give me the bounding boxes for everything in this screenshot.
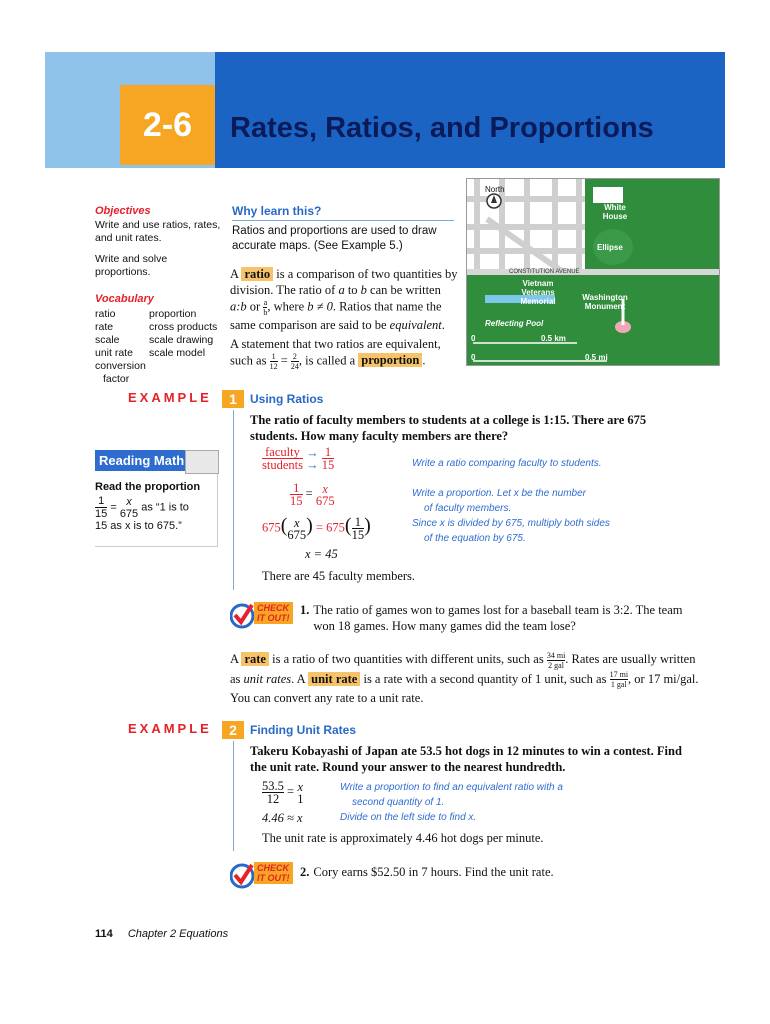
rate-term: rate [241,652,269,666]
check-1-text: The ratio of games won to games lost for a baseball team is 3:2. The team won 18 games. How many games did the team lose? [313,603,683,633]
check-mark-icon [230,860,254,890]
vocab-factor: factor [103,373,130,385]
example-1-answer: There are 45 faculty members. [262,569,416,583]
num: x [294,515,300,530]
den: 15 [290,494,303,508]
map-ellipse: Ellipse [597,243,623,252]
frac-right [352,516,365,541]
equals: = [287,784,295,799]
example-2-heading: Finding Unit Rates [250,723,356,737]
unit-rate-term: unit rate [308,672,360,686]
example-1-label: EXAMPLE [128,390,212,405]
frac-1-15 [95,495,107,520]
note-line: of the equation by 675. [424,533,526,544]
map-north: North [485,185,505,194]
footer [95,928,228,940]
example-1-note-2 [412,486,586,516]
frac-left [290,482,303,507]
map-constitution: CONSTITUTION AVENUE [509,269,580,275]
den: 675 [315,493,335,508]
example-1-note-1: Write a ratio comparing faculty to students. [412,458,602,469]
map-scale-km: 0.5 km [541,334,566,343]
den: 15 [351,528,365,542]
den: b [263,308,268,317]
ratio-values [322,446,335,471]
check-2-problem [300,864,700,880]
fraction-1-12 [270,352,278,371]
example-2-note-1 [340,780,563,810]
reading-math-line2: 15 as x is to 675.” [95,520,182,532]
text: . Ratios that name the same comparison are said to be [230,299,442,332]
coef: 675 [262,520,281,535]
num: 53.5 [262,779,284,793]
fraction-2-24 [291,352,299,371]
text: . A [291,671,306,686]
text: A [230,267,239,281]
example-1-heading: Using Ratios [250,392,324,406]
vocab-scale-drawing: scale drawing [149,334,214,346]
text: is a ratio of two quantities with different units, such as [272,652,544,666]
den: 2 gal [548,660,564,670]
why-learn-box [232,204,454,254]
text: . Rates are usually written as [230,652,696,686]
vocab-scale-model: scale model [149,347,206,359]
check-label-top: CHECK [257,603,290,613]
check-label [254,602,293,624]
check-1-problem [300,602,700,634]
why-text: Ratios and proportions are used to draw accurate maps. (See Example 5.) [232,225,437,252]
num: 34 mi [546,650,566,660]
note-line: Write a proportion to find an equivalent ratio with a [340,782,563,793]
example-1-note-3 [412,516,610,546]
text: to [347,283,358,297]
example-2-problem: Takeru Kobayashi of Japan ate 53.5 hot dogs in 12 minutes to win a contest. Find the unit rate. Round your answer to the nearest hundredth. [250,744,682,774]
note-line: second quantity of 1. [352,797,445,808]
vocab-unit-rate: unit rate [95,347,133,359]
map-vietnam: Vietnam Veterans Memorial [520,279,556,306]
map-scale-mi: 0.5 mi [585,353,608,362]
num: 1 [352,516,365,529]
den: 1 [297,791,304,806]
den: 24 [290,362,299,371]
num: a [263,298,268,307]
why-heading: Why learn this? [232,204,322,218]
proportion-term: proportion [358,353,422,367]
equivalent-term: equivalent [389,318,442,332]
reading-math-banner: Reading Math [95,450,195,471]
example-1-step2 [290,482,335,507]
num: 1 [290,482,303,495]
reading-math-text [95,495,217,520]
newspaper-icon [185,450,219,474]
example-1-rule [233,410,234,590]
note-line: of faculty members. [424,503,512,514]
map-washington: Washington Monument [582,293,628,311]
lesson-number: 2-6 [120,85,215,165]
equals: = [305,486,313,501]
den: 675 [119,507,139,520]
page-title: Rates, Ratios, and Proportions [230,112,654,144]
map-scale-km-zero: 0 [471,334,476,343]
note-line: Write a proportion. Let x be the number [412,488,586,499]
example-1-problem: The ratio of faculty members to students at a college is 1:15. There are 675 students. How many faculty members are there? [250,413,647,443]
objective-1: Write and use ratios, rates, and unit rates. [95,219,221,244]
page-number: 114 [95,928,113,940]
ratio-term: ratio [241,267,273,281]
frac-left [287,517,306,541]
check-2-number: 2. [300,865,310,879]
text: is a comparison of two quantities by division. The ratio of [230,267,458,297]
example-2-step1 [262,780,303,805]
text: is a rate with a second quantity of 1 unit, such as [363,671,607,686]
den: 15 [321,458,335,472]
den: 1 gal [610,680,627,690]
vocab-proportion: proportion [149,308,197,320]
ratio-words [262,446,303,471]
arrows [306,447,319,471]
num: 1 [322,446,335,459]
example-1-step1 [262,446,334,471]
equals: = 675 [315,520,345,535]
check-it-out-badge-2 [230,860,296,890]
rate-definition [230,650,700,707]
text: , is called a [298,353,356,368]
text: , where [267,299,305,314]
num: faculty [262,446,303,459]
example-1-number: 1 [222,390,244,408]
num: x [322,481,328,496]
text: as “1 is to [141,501,189,514]
objective-2: Write and solve proportions. [95,253,168,278]
den: 675 [287,527,307,542]
map-scale-mi-zero: 0 [471,353,476,362]
check-label-bottom: IT OUT! [257,873,290,883]
vocab-conversion: conversion [95,360,146,372]
text: can be written [370,283,441,297]
ratio-notation: a:b [230,299,247,314]
vocab-cross-products: cross products [149,321,218,333]
den: 12 [269,362,278,371]
text: , or 17 mi/gal. You can convert any rate to a unit rate. [230,671,699,706]
note-line: Since x is divided by 675, multiply both sides [412,518,610,529]
sidebar [95,205,225,386]
check-label-bottom: IT OUT! [257,613,290,623]
arrow: → [306,457,319,472]
check-2-text: Cory earns $52.50 in 7 hours. Find the unit rate. [313,865,554,879]
example-1-step4: x = 45 [305,547,338,561]
check-label-top: CHECK [257,863,290,873]
fraction-17mi-1gal [610,670,628,689]
den: 15 [95,508,108,520]
chapter-label: Chapter 2 Equations [127,928,229,940]
proportion-definition [230,336,458,371]
num: 2 [292,352,297,361]
num: 17 mi [609,670,629,680]
den: 12 [266,792,280,806]
frac-x-675 [120,496,138,520]
example-2-label: EXAMPLE [128,721,212,736]
condition: b ≠ 0 [307,299,333,314]
arrow: → [306,445,319,460]
example-2-step2: 4.46 ≈ x [262,811,303,825]
vocab-scale: scale [95,334,120,346]
why-rule [232,220,454,221]
var-a: a [338,283,345,297]
text: or [249,299,261,314]
frac-right [297,781,303,805]
objectives-heading: Objectives [95,205,151,217]
frac-left [262,780,284,805]
example-2-note-2: Divide on the left side to find x. [340,812,477,823]
washington-map [466,178,720,366]
frac-right [316,483,335,507]
vocab-col-2 [149,308,217,386]
text: . [422,353,426,368]
check-it-out-badge-1 [230,600,296,630]
vocab-col-1 [95,308,149,386]
map-white-house: White House [602,203,628,221]
num: 1 [271,352,276,361]
equals: = [280,353,288,368]
example-2-rule [233,741,234,851]
map-reflecting: Reflecting Pool [485,319,544,328]
num: x [126,495,132,508]
reading-math-heading: Read the proportion [95,481,201,493]
example-1-step3: 675( x 675 ) = 675( $\frac{1}{15}$ ) [262,514,371,542]
vocabulary-heading: Vocabulary [95,293,154,305]
unit-rates-term: unit rates [243,671,292,686]
vocab-rate: rate [95,321,114,333]
fraction-34mi-2gal [547,651,565,670]
check-label [254,862,293,884]
ratio-definition: A ratio is a comparison of two quantities by division. The ratio of a to b can be written a:b or $\frac{a}{b}$ , where b ≠ 0. Ratios that name the same comparison are said to be equivalent. [230,267,458,332]
vocab-ratio: ratio [95,308,116,320]
num: x [297,779,304,794]
equals: = [110,501,117,514]
text: A statement that two ratios are equivalent, such as [230,337,441,368]
map-graphic [467,179,719,365]
den: students [262,458,303,472]
example-2-answer: The unit rate is approximately 4.46 hot dogs per minute. [262,831,544,845]
check-mark-icon [230,600,254,630]
num: 1 [95,495,107,508]
example-2-number: 2 [222,721,244,739]
check-1-number: 1. [300,603,310,617]
var-b: b [360,283,367,297]
text: A [230,652,239,666]
